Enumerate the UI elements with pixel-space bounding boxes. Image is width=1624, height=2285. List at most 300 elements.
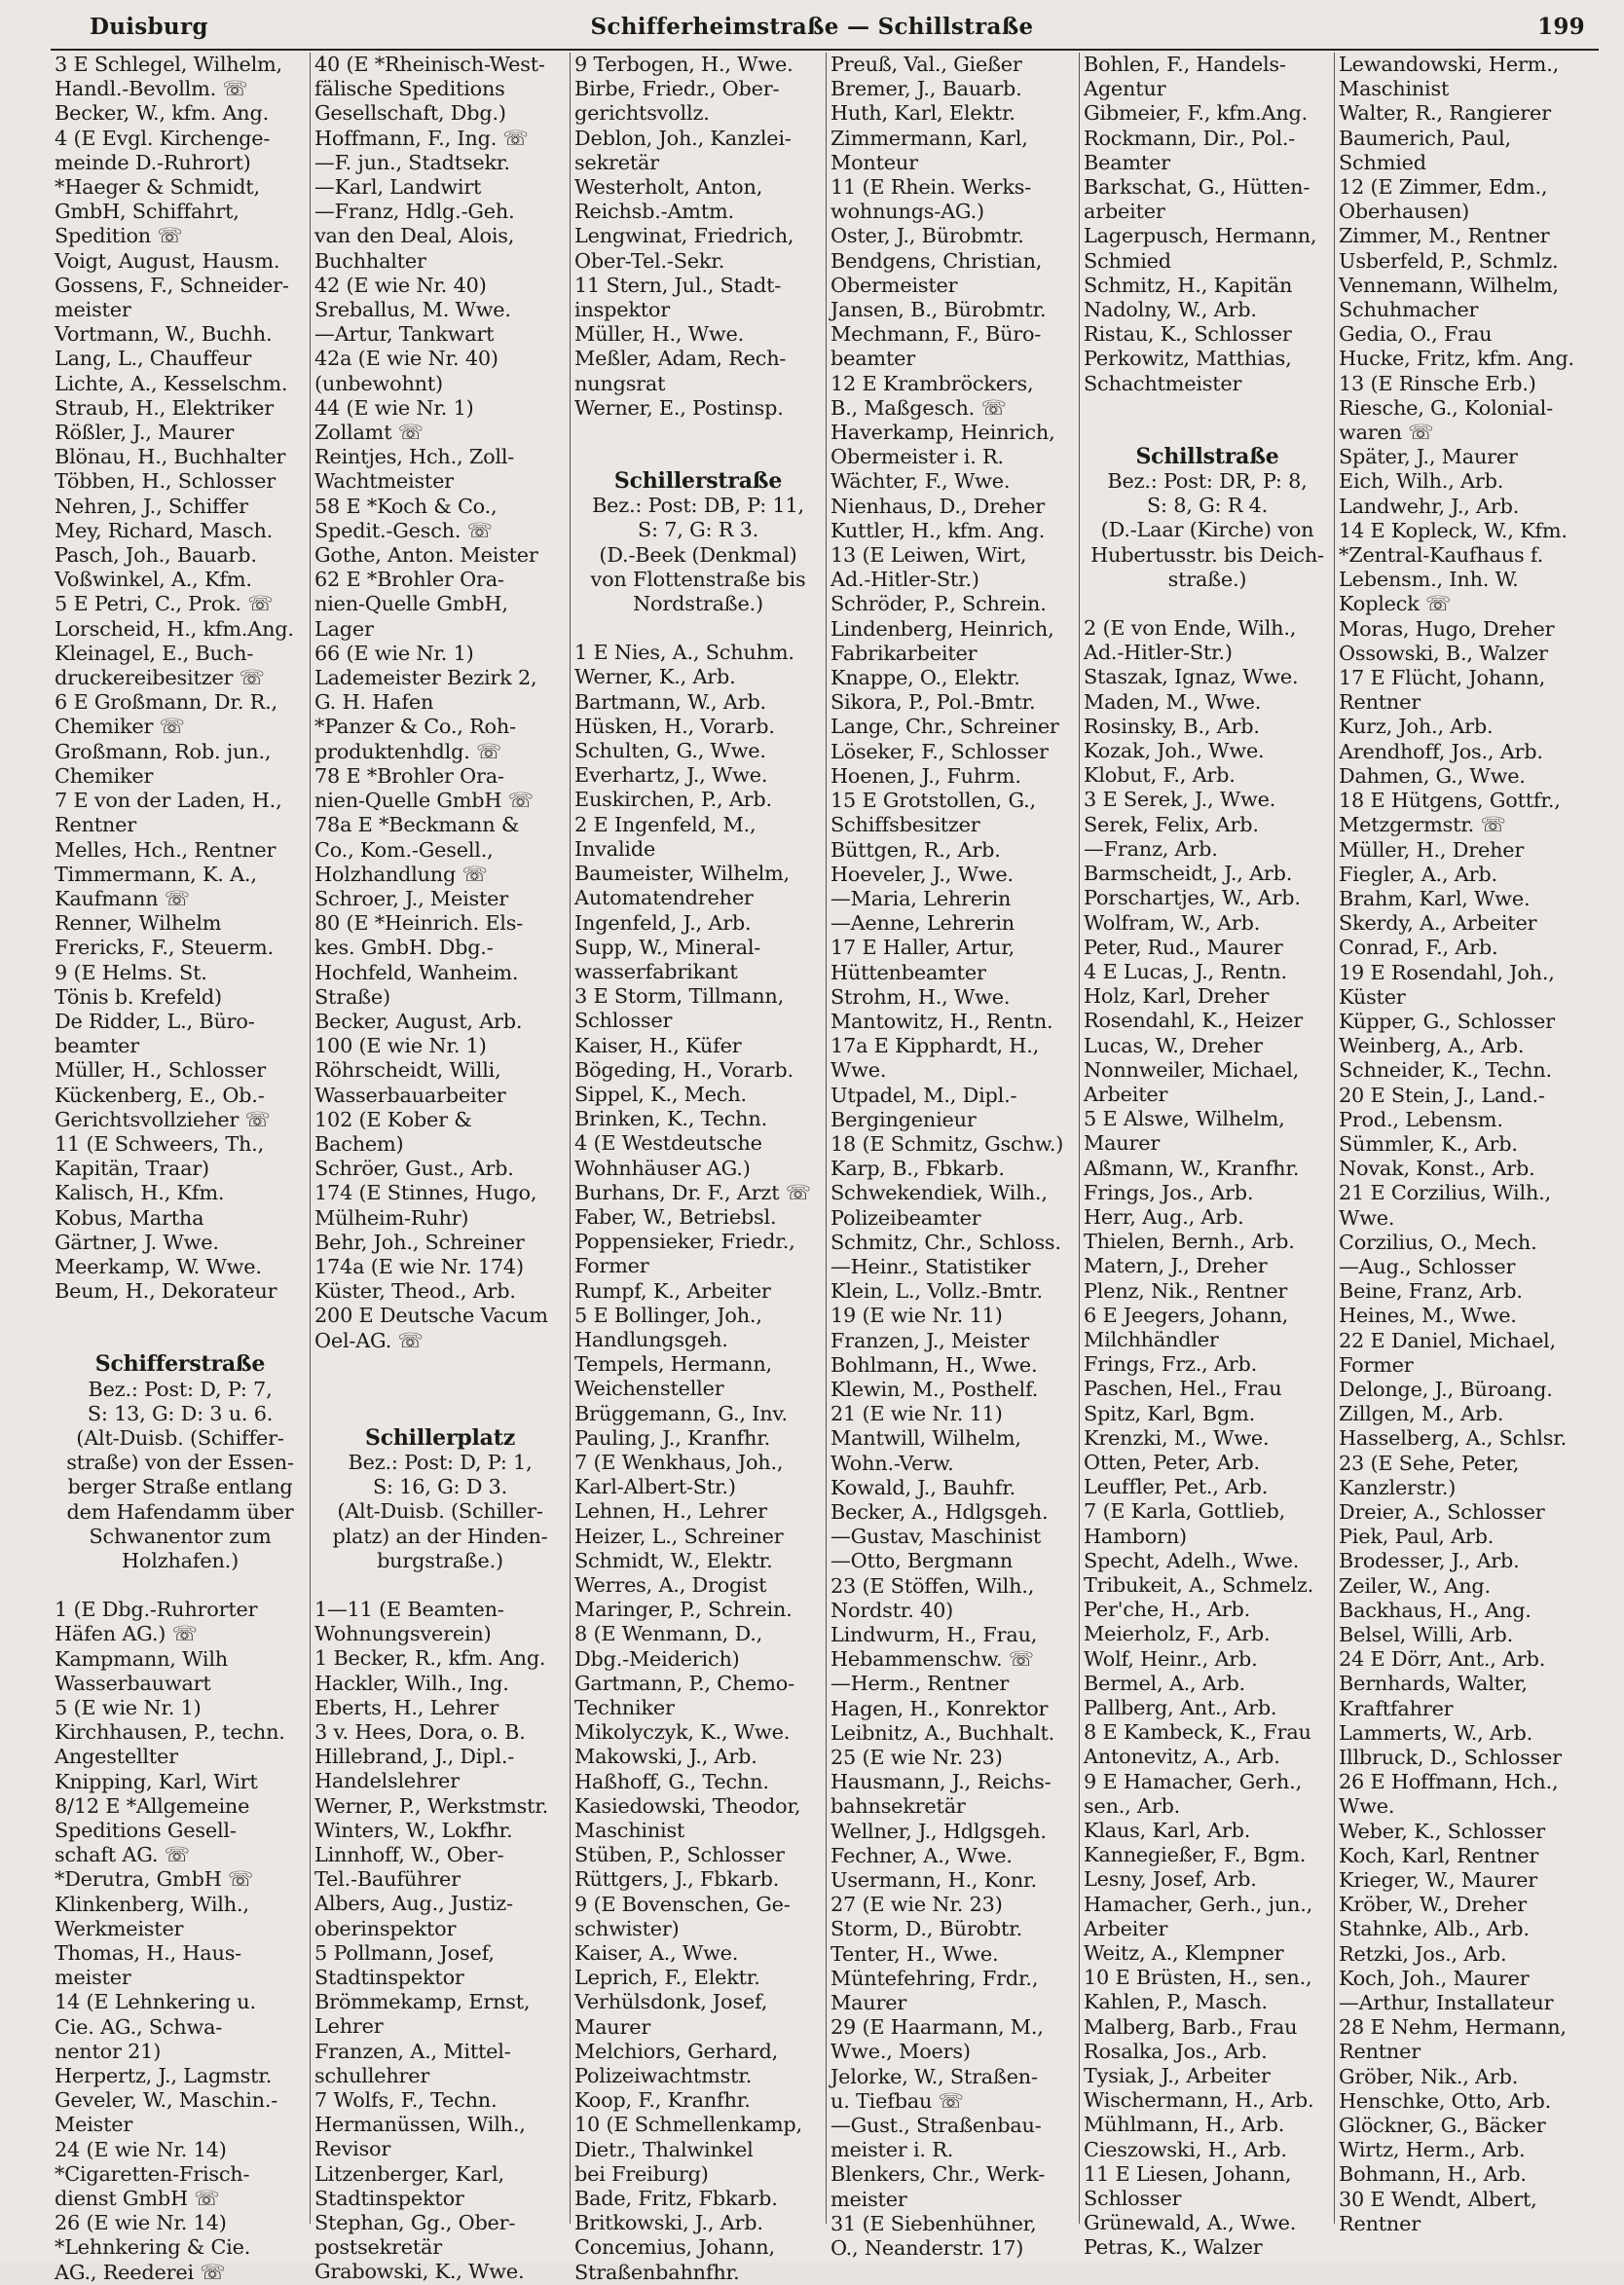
directory-line: Nehren, J., Schiffer <box>55 494 248 518</box>
blank-line <box>574 445 822 469</box>
directory-line: Nordstr. 40) <box>830 1598 954 1622</box>
directory-line: Utpadel, M., Dipl.- <box>830 1083 1017 1107</box>
directory-line: Oel-AG. ☏ <box>314 1328 424 1352</box>
directory-line: Reintjes, Hch., Zoll- <box>314 445 515 469</box>
directory-line: burgstraße.) <box>377 1548 503 1572</box>
directory-line: Haverkamp, Heinrich, <box>830 421 1055 445</box>
directory-line: Techniker <box>574 1696 675 1719</box>
directory-line: Wwe. <box>830 1058 887 1083</box>
directory-line: Maurer <box>1084 1131 1161 1156</box>
directory-line: nien-Quelle GmbH ☏ <box>314 789 534 813</box>
directory-line: Bergingenieur <box>830 1107 977 1131</box>
directory-line: (D.-Laar (Kirche) von <box>1100 518 1314 542</box>
directory-line: Thomas, H., Haus- <box>55 1941 241 1966</box>
directory-line: Weichensteller <box>574 1377 724 1401</box>
directory-line: 9 (E Bovenschen, Ge- <box>574 1892 791 1916</box>
directory-line: 11 (E Schweers, Th., <box>55 1131 265 1156</box>
directory-line: 7 E von der Laden, H., <box>55 789 282 813</box>
directory-line: Euskirchen, P., Arb. <box>574 788 772 812</box>
directory-line: Fabrikarbeiter <box>830 641 978 665</box>
directory-line: Petras, K., Walzer <box>1084 2235 1263 2260</box>
directory-line: Bachem) <box>314 1131 404 1156</box>
directory-line: Werner, P., Werkstmstr. <box>314 1793 549 1818</box>
blank-line <box>574 421 822 445</box>
directory-line: Kahlen, P., Masch. <box>1084 1990 1268 2014</box>
directory-line: nungsrat <box>574 371 666 395</box>
directory-line: Schachtmeister <box>1084 371 1242 395</box>
directory-line: Rentner <box>1339 2040 1421 2064</box>
directory-line: Krenzki, M., Wwe. <box>1084 1425 1270 1450</box>
directory-line: Kampmann, Wilh <box>55 1646 229 1671</box>
directory-line: Arendhoff, Jos., Arb. <box>1339 739 1543 763</box>
directory-line: van den Deal, Alois, <box>314 224 515 248</box>
directory-line: 24 E Dörr, Ant., Arb. <box>1339 1647 1546 1672</box>
blank-line <box>55 1304 306 1328</box>
directory-line: Spedition ☏ <box>55 224 183 248</box>
page-number: 199 <box>1537 14 1585 40</box>
directory-line: wohnungs-AG.) <box>830 200 984 224</box>
directory-line: Brodesser, J., Arb. <box>1339 1549 1520 1573</box>
directory-line: Stadtinspektor <box>314 2186 464 2210</box>
directory-line: oberinspektor <box>314 1916 457 1940</box>
directory-line: Peter, Rud., Maurer <box>1084 935 1283 959</box>
directory-line: Kleinagel, E., Buch- <box>55 641 254 665</box>
directory-line: 42a (E wie Nr. 40) <box>314 347 498 371</box>
directory-line: Winters, W., Lokfhr. <box>314 1818 513 1842</box>
directory-line: 200 E Deutsche Vacum <box>314 1304 548 1328</box>
directory-line: Huth, Karl, Elektr. <box>830 101 1015 126</box>
directory-line: Hermanüssen, Wilh., <box>314 2113 526 2137</box>
directory-line: Rentner <box>1339 2211 1421 2235</box>
directory-line: Nonnweiler, Michael, <box>1084 1057 1300 1082</box>
directory-line: Deblon, Joh., Kanzlei- <box>574 126 792 150</box>
directory-line: Koch, Karl, Rentner <box>1339 1843 1539 1867</box>
directory-line: Maurer <box>574 2014 651 2039</box>
directory-line: 12 E Krambröckers, <box>830 371 1034 395</box>
directory-line: Metzgermstr. ☏ <box>1339 813 1506 837</box>
directory-line: Lang, L., Chauffeur <box>55 347 252 371</box>
directory-line: Frericks, F., Steuerm. <box>55 936 274 960</box>
directory-line: Riesche, G., Kolonial- <box>1339 395 1553 420</box>
directory-line: Klobut, F., Arb. <box>1084 763 1236 788</box>
directory-line: Maschinist <box>574 1819 685 1843</box>
directory-line: (Alt-Duisb. (Schiller- <box>337 1499 543 1524</box>
directory-line: 28 E Nehm, Hermann, <box>1339 2015 1567 2040</box>
directory-line: Hucke, Fritz, kfm. Ang. <box>1339 347 1574 371</box>
directory-line: Hochfeld, Wanheim. <box>314 960 519 984</box>
directory-line: druckereibesitzer ☏ <box>55 666 265 690</box>
directory-line: Co., Kom.-Gesell., <box>314 837 494 862</box>
directory-line: S: 16, G: D 3. <box>372 1475 508 1499</box>
directory-line: 13 (E Leiwen, Wirt, <box>830 543 1027 568</box>
column-divider <box>826 53 827 2224</box>
directory-line: Barkschat, G., Hütten- <box>1084 175 1310 200</box>
directory-line: meinde D.-Ruhrort) <box>55 150 251 174</box>
directory-line: Mey, Richard, Masch. <box>55 518 274 542</box>
directory-line: Kirchhausen, P., techn. <box>55 1720 285 1745</box>
directory-line: 17a E Kipphardt, H., <box>830 1034 1040 1058</box>
directory-line: —Otto, Bergmann <box>830 1549 1014 1573</box>
directory-line: Dietr., Thalwinkel <box>574 2137 754 2161</box>
directory-line: Chemiker ☏ <box>55 715 185 739</box>
directory-line: Schröder, P., Schrein. <box>830 592 1047 616</box>
directory-line: von Flottenstraße bis <box>590 567 806 591</box>
directory-line: Monteur <box>830 150 918 174</box>
directory-line: sen., Arb. <box>1084 1793 1181 1818</box>
directory-line: Gossens, F., Schneider- <box>55 273 289 297</box>
directory-line: Bögeding, H., Vorarb. <box>574 1057 794 1082</box>
directory-line: 44 (E wie Nr. 1) <box>314 395 474 420</box>
directory-line: —Gust., Straßenbau- <box>830 2114 1042 2138</box>
directory-line: 19 (E wie Nr. 11) <box>830 1304 1003 1328</box>
directory-line: 17 E Haller, Artur, <box>830 936 1015 960</box>
directory-line: 6 E Jeegers, Johann, <box>1084 1303 1289 1327</box>
directory-line: 7 Wolfs, F., Techn. <box>314 2088 498 2113</box>
directory-line: Cie. AG., Schwa- <box>55 2014 223 2039</box>
column-divider <box>310 53 311 2224</box>
directory-line: Kalisch, H., Kfm. <box>55 1181 225 1205</box>
directory-line: Dreier, A., Schlosser <box>1339 1499 1545 1524</box>
directory-line: Conrad, F., Arb. <box>1339 936 1498 960</box>
directory-line: Zimmermann, Karl, <box>830 126 1028 150</box>
directory-line: Spitz, Karl, Bgm. <box>1084 1401 1256 1425</box>
directory-line: 4 (E Evgl. Kirchenge- <box>55 126 271 150</box>
directory-line: Kraftfahrer <box>1339 1696 1454 1720</box>
directory-line: Bohlmann, H., Wwe. <box>830 1352 1038 1377</box>
directory-line: meister <box>55 1966 131 1990</box>
directory-line: Reichsb.-Amtm. <box>574 200 734 224</box>
directory-line: Schulten, G., Wwe. <box>574 739 766 763</box>
directory-line: nien-Quelle GmbH, <box>314 592 508 616</box>
directory-line: Hoenen, J., Fuhrm. <box>830 763 1021 788</box>
directory-line: 42 (E wie Nr. 40) <box>314 273 487 297</box>
directory-line: Nordstraße.) <box>633 592 763 616</box>
directory-line: Geveler, W., Maschin.- <box>55 2088 278 2113</box>
directory-line: Gibmeier, F., kfm.Ang. <box>1084 101 1309 126</box>
blank-line <box>314 1378 566 1402</box>
directory-line: gerichtsvollz. <box>574 101 710 126</box>
directory-line: 11 (E Rhein. Werks- <box>830 175 1032 200</box>
directory-line: Timmermann, K. A., <box>55 862 257 886</box>
directory-line: nentor 21) <box>55 2039 162 2063</box>
directory-line: Rosalka, Jos., Arb. <box>1084 2039 1268 2063</box>
column-divider <box>1079 53 1080 2224</box>
directory-line: Plenz, Nik., Rentner <box>1084 1278 1288 1303</box>
directory-line: Blenkers, Chr., Werk- <box>830 2162 1046 2187</box>
directory-line: Usermann, H., Konr. <box>830 1868 1037 1893</box>
directory-line: S: 8, G: R 4. <box>1146 494 1269 518</box>
directory-column-1 <box>55 53 306 2284</box>
directory-line: O., Neanderstr. 17) <box>830 2236 1024 2261</box>
directory-column-6 <box>1339 53 1594 2243</box>
directory-line: sekretär <box>574 150 659 174</box>
directory-line: Klinkenberg, Wilh., <box>55 1892 249 1916</box>
directory-line: Wellner, J., Hdlgsgeh. <box>830 1819 1047 1843</box>
directory-line: 174 (E Stinnes, Hugo, <box>314 1181 537 1205</box>
directory-line: Brinken, K., Techn. <box>574 1107 767 1131</box>
directory-line: Porschartjes, W., Arb. <box>1084 886 1301 910</box>
directory-line: Ossowski, B., Walzer <box>1339 641 1548 665</box>
directory-line: 25 (E wie Nr. 23) <box>830 1746 1003 1770</box>
directory-line: —Franz, Arb. <box>1084 836 1218 861</box>
street-heading: Schillerplatz <box>365 1424 515 1451</box>
directory-line: Frings, Jos., Arb. <box>1084 1180 1254 1204</box>
directory-line: Pauling, J., Kranfhr. <box>574 1425 771 1450</box>
directory-line: Müller, H., Schlosser <box>55 1058 267 1083</box>
directory-line: Pallberg, Ant., Arb. <box>1084 1696 1277 1719</box>
directory-line: Tönis b. Krefeld) <box>55 984 222 1009</box>
directory-line: Beum, H., Dekorateur <box>55 1279 277 1304</box>
directory-line: waren ☏ <box>1339 421 1434 445</box>
directory-line: Polizeibeamter <box>830 1205 981 1230</box>
directory-line: Stüben, P., Schlosser <box>574 1843 785 1867</box>
directory-line: Revisor <box>314 2137 391 2161</box>
directory-line: Linnhoff, W., Ober- <box>314 1843 504 1867</box>
directory-line: Brömmekamp, Ernst, <box>314 1990 531 2014</box>
directory-line: Ingenfeld, J., Arb. <box>574 910 752 935</box>
directory-line: Kuttler, H., kfm. Ang. <box>830 518 1046 542</box>
directory-line: Bendgens, Christian, <box>830 248 1043 273</box>
directory-line: Obermeister i. R. <box>830 445 1004 469</box>
directory-line: Schwanentor zum <box>89 1524 272 1548</box>
directory-line: Spedit.-Gesch. ☏ <box>314 518 493 542</box>
directory-line: 9 Terbogen, H., Wwe. <box>574 53 794 76</box>
directory-line: Schmied <box>1084 248 1171 273</box>
directory-line: Handelslehrer <box>314 1769 460 1793</box>
directory-line: 27 (E wie Nr. 23) <box>830 1893 1003 1917</box>
directory-line: Lindenberg, Heinrich, <box>830 616 1054 641</box>
directory-line: Burhans, Dr. F., Arzt ☏ <box>574 1180 811 1204</box>
directory-line: *Haeger & Schmidt, <box>55 175 260 200</box>
directory-line: Lesny, Josef, Arb. <box>1084 1867 1257 1892</box>
directory-line: Strohm, H., Wwe. <box>830 984 1011 1009</box>
directory-line: Maringer, P., Schrein. <box>574 1598 793 1622</box>
directory-line: schaft AG. ☏ <box>55 1843 190 1867</box>
directory-line: 31 (E Siebenhühner, <box>830 2211 1037 2235</box>
street-heading: Schifferstraße <box>94 1351 266 1378</box>
directory-line: Walter, R., Rangierer <box>1339 101 1551 126</box>
directory-line: Lewandowski, Herm., <box>1339 53 1560 76</box>
directory-line: postsekretär <box>314 2235 442 2260</box>
directory-line: —Heinr., Statistiker <box>830 1254 1031 1278</box>
directory-line: 11 Stern, Jul., Stadt- <box>574 273 782 297</box>
directory-line: *Zentral-Kaufhaus f. <box>1339 543 1543 568</box>
directory-line: meister <box>830 2187 907 2211</box>
directory-line: Rosinsky, B., Arb. <box>1084 714 1260 738</box>
directory-line: Illbruck, D., Schlosser <box>1339 1746 1562 1770</box>
directory-line: Kozak, Joh., Wwe. <box>1084 739 1265 763</box>
directory-line: S: 13, G: D: 3 u. 6. <box>87 1401 274 1425</box>
directory-line: Faber, W., Betriebsl. <box>574 1204 777 1229</box>
directory-line: Sikora, P., Pol.-Bmtr. <box>830 690 1036 715</box>
directory-line: Schröer, Gust., Arb. <box>314 1157 514 1181</box>
directory-line: Wwe. <box>1339 1205 1395 1230</box>
directory-line: Lorscheid, H., kfm.Ang. <box>55 616 294 641</box>
directory-line: Antonevitz, A., Arb. <box>1084 1745 1280 1769</box>
directory-line: Melchiors, Gerhard, <box>574 2039 779 2063</box>
directory-line: Hoeveler, J., Wwe. <box>830 862 1014 886</box>
directory-line: Handlungsgeh. <box>574 1327 728 1351</box>
directory-line: Weber, K., Schlosser <box>1339 1819 1545 1843</box>
directory-line: *Lehnkering & Cie. <box>55 2235 251 2260</box>
directory-line: Weinberg, A., Arb. <box>1339 1034 1525 1058</box>
directory-line: Hamborn) <box>1084 1524 1187 1548</box>
directory-line: Schmitz, H., Kapitän <box>1084 273 1293 297</box>
directory-line: Holzhafen.) <box>122 1548 239 1572</box>
page-header <box>0 14 1624 53</box>
directory-line: Rosendahl, K., Heizer <box>1084 1009 1304 1033</box>
directory-line: Speditions Gesell- <box>55 1819 237 1843</box>
directory-line: 3 v. Hees, Dora, o. B. <box>314 1720 526 1744</box>
directory-line: 1 Becker, R., kfm. Ang. <box>314 1646 546 1671</box>
directory-line: Serek, Felix, Arb. <box>1084 812 1259 836</box>
directory-line: Karp, B., Fbkarb. <box>830 1157 1005 1181</box>
blank-line <box>574 616 822 641</box>
directory-line: Wirtz, Herm., Arb. <box>1339 2138 1526 2162</box>
header-rule <box>51 49 1599 51</box>
directory-line: Moras, Hugo, Dreher <box>1339 616 1555 641</box>
directory-line: 100 (E wie Nr. 1) <box>314 1034 487 1058</box>
directory-line: GmbH, Schiffahrt, <box>55 200 240 224</box>
directory-line: Hoffmann, F., Ing. ☏ <box>314 126 529 150</box>
directory-line: S: 7, G: R 3. <box>637 518 759 542</box>
directory-line: Angestellter <box>55 1745 178 1769</box>
directory-line: Retzki, Jos., Arb. <box>1339 1941 1507 1966</box>
directory-line: arbeiter <box>1084 200 1165 224</box>
directory-line: Küster, Theod., Arb. <box>314 1279 516 1304</box>
directory-line: Müller, H., Wwe. <box>574 322 745 347</box>
directory-line: 14 E Kopleck, W., Kfm. <box>1339 518 1568 542</box>
directory-line: 5 (E wie Nr. 1) <box>55 1696 202 1719</box>
directory-line: De Ridder, L., Büro- <box>55 1009 255 1033</box>
directory-line: Schlosser <box>1084 2187 1182 2211</box>
directory-line: 4 E Lucas, J., Rentn. <box>1084 959 1287 983</box>
directory-line: B., Maßgesch. ☏ <box>830 395 1007 420</box>
directory-line: Tribukeit, A., Schmelz. <box>1084 1572 1314 1597</box>
directory-column-5 <box>1084 53 1331 2260</box>
directory-line: Hagen, H., Konrektor <box>830 1696 1049 1720</box>
directory-line: 21 (E wie Nr. 11) <box>830 1402 1003 1426</box>
directory-line: Automatendreher <box>574 886 754 910</box>
directory-line: Klewin, M., Posthelf. <box>830 1377 1039 1401</box>
directory-line: Maschinist <box>1339 77 1450 101</box>
directory-line: Häfen AG.) ☏ <box>55 1622 198 1646</box>
directory-line: platz) an der Hinden- <box>332 1524 548 1548</box>
directory-line: 6 E Großmann, Dr. R., <box>55 690 277 715</box>
directory-line: 12 (E Zimmer, Edm., <box>1339 175 1548 200</box>
directory-line: Eich, Wilh., Arb. <box>1339 469 1504 494</box>
directory-line: Wasserbauarbeiter <box>314 1083 506 1107</box>
blank-line <box>1084 421 1331 445</box>
directory-line: Krieger, W., Maurer <box>1339 1868 1537 1893</box>
directory-line: Kowald, J., Bauhfr. <box>830 1475 1016 1499</box>
directory-line: Mühlmann, H., Arb. <box>1084 2113 1285 2137</box>
directory-line: 24 (E wie Nr. 14) <box>55 2137 227 2161</box>
directory-line: Nienhaus, D., Dreher <box>830 494 1045 518</box>
directory-line: Meßler, Adam, Rech- <box>574 347 787 371</box>
directory-line: wasserfabrikant <box>574 959 738 983</box>
directory-line: Hüttenbeamter <box>830 960 986 984</box>
directory-line: Schneider, K., Techn. <box>1339 1058 1552 1083</box>
directory-line: Handl.-Bevollm. ☏ <box>55 77 248 101</box>
directory-line: Former <box>1339 1352 1414 1377</box>
directory-line: —Arthur, Installateur <box>1339 1991 1554 2015</box>
directory-line: 174a (E wie Nr. 174) <box>314 1254 524 1278</box>
column-divider <box>570 53 571 2224</box>
directory-line: Kurz, Joh., Arb. <box>1339 715 1494 739</box>
directory-line: *Panzer & Co., Roh- <box>314 715 516 739</box>
directory-line: Stahnke, Alb., Arb. <box>1339 1917 1530 1941</box>
directory-line: meister i. R. <box>830 2138 954 2162</box>
directory-line: Obermeister <box>830 273 958 297</box>
directory-line: 80 (E *Heinrich. Els- <box>314 911 524 936</box>
directory-line: Wohnhäuser AG.) <box>574 1156 751 1180</box>
directory-line: Wächter, F., Wwe. <box>830 469 1011 494</box>
directory-line: Hüsken, H., Vorarb. <box>574 714 775 738</box>
directory-line: Ristau, K., Schlosser <box>1084 322 1292 347</box>
directory-line: Hasselberg, A., Schlsr. <box>1339 1426 1568 1451</box>
directory-line: Landwehr, J., Arb. <box>1339 494 1520 518</box>
directory-line: 5 E Bollinger, Joh., <box>574 1303 762 1327</box>
directory-line: Rumpf, K., Arbeiter <box>574 1278 771 1303</box>
directory-line: 78a E *Beckmann & <box>314 813 520 837</box>
directory-line: Bartmann, W., Arb. <box>574 689 766 714</box>
directory-line: Müntefehring, Frdr., <box>830 1966 1039 1990</box>
directory-line: inspektor <box>574 298 670 322</box>
directory-line: straße) von der Essen- <box>66 1451 294 1475</box>
directory-line: Büttgen, R., Arb. <box>830 837 1001 862</box>
blank-line <box>1084 396 1331 421</box>
directory-line: Kasiedowski, Theodor, <box>574 1793 801 1818</box>
directory-line: Beamter <box>1084 150 1170 174</box>
directory-line: Polizeiwachtmstr. <box>574 2064 753 2088</box>
directory-line: Schroer, J., Meister <box>314 886 509 910</box>
directory-line: Karl-Albert-Str.) <box>574 1475 736 1499</box>
directory-line: Storm, D., Bürobtr. <box>830 1917 1023 1941</box>
directory-line: Zillgen, M., Arb. <box>1339 1402 1504 1426</box>
directory-line: 14 (E Lehnkering u. <box>55 1990 256 2014</box>
directory-line: Arbeiter <box>1084 1082 1168 1106</box>
directory-column-3 <box>574 53 822 2284</box>
directory-line: Zimmer, M., Rentner <box>1339 224 1550 248</box>
directory-line: Sippel, K., Mech. <box>574 1082 747 1106</box>
directory-line: straße.) <box>1167 567 1247 591</box>
blank-line <box>314 1573 566 1598</box>
directory-line: Thielen, Bernh., Arb. <box>1084 1230 1295 1254</box>
directory-line: Fechner, A., Wwe. <box>830 1843 1013 1867</box>
directory-line: Hubertusstr. bis Deich- <box>1090 542 1324 567</box>
directory-line: 26 (E wie Nr. 14) <box>55 2211 227 2235</box>
directory-line: Gesellschaft, Dbg.) <box>314 101 506 126</box>
directory-line: Bremer, J., Bauarb. <box>830 77 1022 101</box>
directory-line: Grünewald, A., Wwe. <box>1084 2211 1297 2235</box>
directory-line: *Derutra, GmbH ☏ <box>55 1867 253 1892</box>
directory-line: Heizer, L., Schreiner <box>574 1524 784 1548</box>
directory-line: Arbeiter <box>1084 1916 1168 1940</box>
directory-line: bei Freiburg) <box>574 2161 709 2186</box>
column-divider <box>1334 53 1335 2224</box>
directory-line: 23 (E Stöffen, Wilh., <box>830 1573 1035 1598</box>
directory-line: Schiffsbesitzer <box>830 813 980 837</box>
directory-line: Großmann, Rob. jun., <box>55 739 272 763</box>
directory-line: —Franz, Hdlg.-Geh. <box>314 200 515 224</box>
blank-line <box>1084 592 1331 616</box>
directory-line: Lengwinat, Friedrich, <box>574 224 794 248</box>
directory-line: G. H. Hafen <box>314 690 434 715</box>
directory-line: —Gustav, Maschinist <box>830 1525 1042 1549</box>
directory-line: Kanzlerstr.) <box>1339 1475 1457 1499</box>
directory-line: Beine, Franz, Arb. <box>1339 1279 1523 1304</box>
